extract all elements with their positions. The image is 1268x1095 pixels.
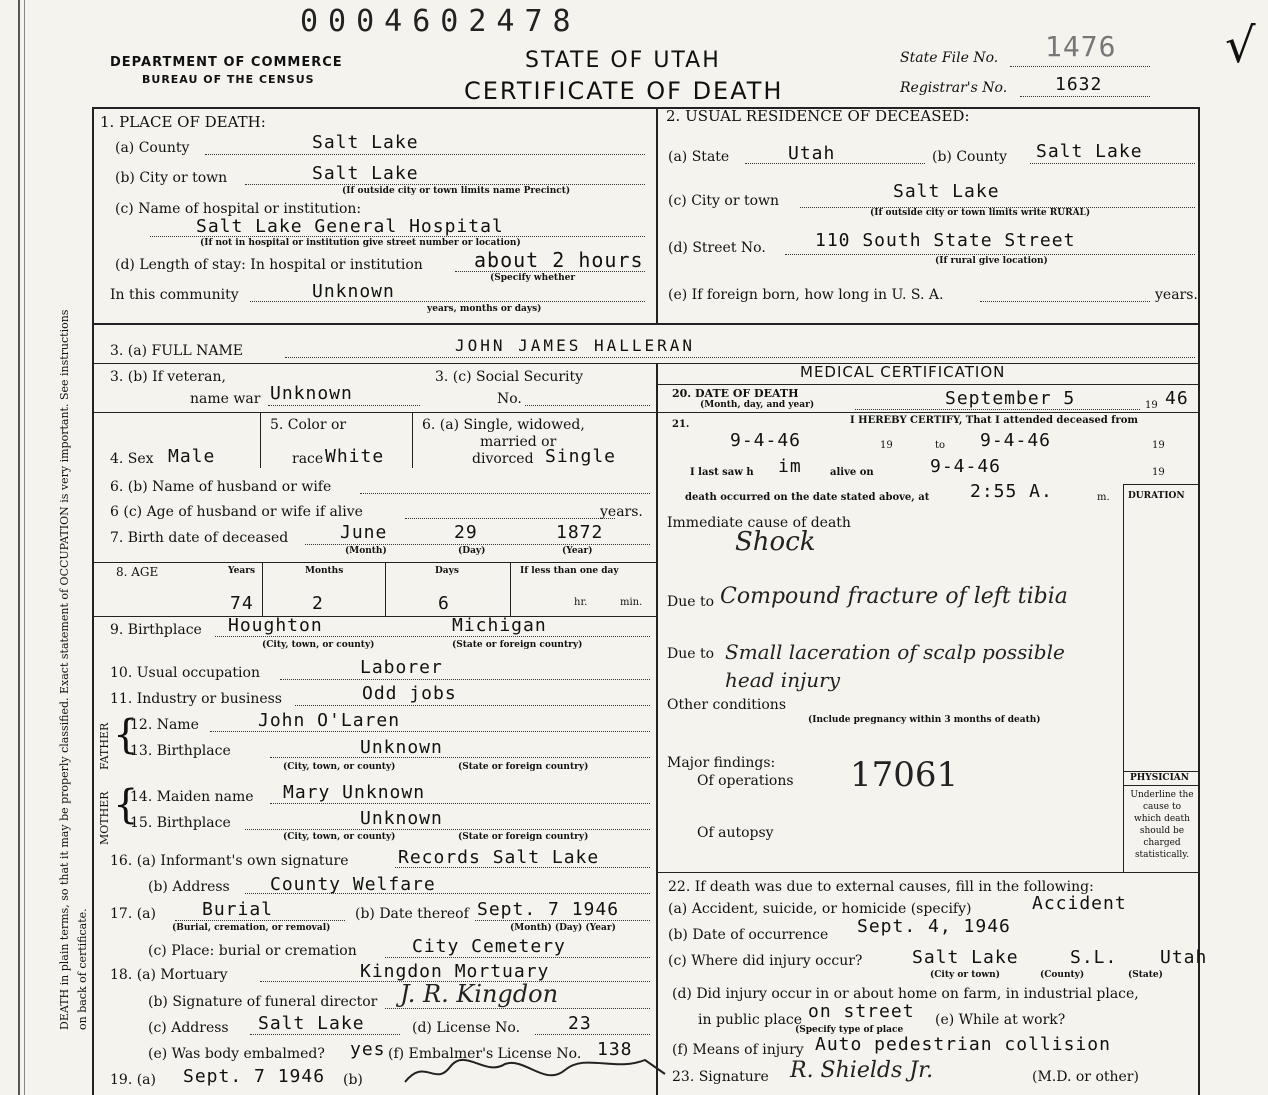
director-label: (b) Signature of funeral director <box>148 994 378 1010</box>
stay-note: (Specify whether <box>490 273 576 283</box>
certificate-title: CERTIFICATE OF DEATH <box>464 77 784 105</box>
external-e-label: (e) While at work? <box>935 1012 1066 1028</box>
filed-b-label: (b) <box>343 1072 363 1088</box>
external-c-label: (c) Where did injury occur? <box>668 953 863 969</box>
res-state-value: Utah <box>788 143 836 164</box>
res-county-label: (b) County <box>932 149 1008 165</box>
cert-to: 9-4-46 <box>980 430 1052 451</box>
spouse-age-years: years. <box>600 504 643 520</box>
father-bp-city-cap: (City, town, or county) <box>283 762 396 772</box>
race-label: race <box>292 451 324 467</box>
license-value: 23 <box>568 1013 592 1034</box>
community-label: In this community <box>110 287 239 303</box>
age-label: 8. AGE <box>116 565 159 579</box>
external-c-state: Utah <box>1160 947 1208 968</box>
burial-cap: (Burial, cremation, or removal) <box>172 923 331 933</box>
mother-bp-label: 15. Birthplace <box>130 815 231 831</box>
embalmed-value: yes <box>350 1039 386 1060</box>
birth-month: June <box>340 522 388 543</box>
department-label: DEPARTMENT OF COMMERCE <box>110 55 343 70</box>
mother-bp-value: Unknown <box>360 808 443 829</box>
registrar-value: 1632 <box>1055 74 1103 95</box>
due2-label: Due to <box>667 646 715 662</box>
external-c-county-cap: (County) <box>1040 970 1085 980</box>
occupation-label: 10. Usual occupation <box>110 665 260 681</box>
check-mark: √ <box>1225 18 1256 74</box>
external-b-label: (b) Date of occurrence <box>668 927 829 943</box>
director-signature: J. R. Kingdon <box>400 980 559 1008</box>
dod-caption: (Month, day, and year) <box>700 400 815 410</box>
mortuary-label: 18. (a) Mortuary <box>110 967 228 983</box>
age-days-cap: Days <box>435 566 459 576</box>
operations-value: 17061 <box>850 755 959 795</box>
community-note: years, months or days) <box>427 304 542 314</box>
color-label: 5. Color or <box>270 417 347 433</box>
place-of-death-header: 1. PLACE OF DEATH: <box>100 113 266 131</box>
residence-header: 2. USUAL RESIDENCE OF DECEASED: <box>666 107 970 125</box>
dod-year: 46 <box>1165 388 1189 409</box>
md-label: (M.D. or other) <box>1032 1069 1139 1085</box>
birth-month-cap: (Month) <box>345 546 387 556</box>
mother-name-label: 14. Maiden name <box>130 789 254 805</box>
res-city-value: Salt Lake <box>893 181 1000 202</box>
marital-label: 6. (a) Single, widowed, <box>422 417 585 433</box>
other-label: Other conditions <box>667 697 787 713</box>
foreign-label: (e) If foreign born, how long in U. S. A. <box>668 287 944 303</box>
registrar-label: Registrar's No. <box>900 80 1008 96</box>
state-file-value: 1476 <box>1045 30 1117 63</box>
birthplace-state-cap: (State or foreign country) <box>452 640 583 650</box>
alive-19: 19 <box>1152 467 1165 478</box>
mother-bp-city-cap: (City, town, or county) <box>283 832 396 842</box>
informant-label: 16. (a) Informant's own signature <box>110 853 349 869</box>
sex-value: Male <box>168 446 216 467</box>
external-a-label: (a) Accident, suicide, or homicide (specify) <box>668 901 972 917</box>
registrar-signature <box>395 1052 675 1092</box>
cert-to-19: 19 <box>880 440 893 451</box>
external-c-state-cap: (State) <box>1128 970 1163 980</box>
spouse-label: 6. (b) Name of husband or wife <box>110 479 332 495</box>
license-label: (d) License No. <box>412 1020 521 1036</box>
mortuary-value: Kingdon Mortuary <box>360 961 550 982</box>
due1-value: Compound fracture of left tibia <box>720 584 1068 609</box>
filed-label: 19. (a) <box>110 1072 156 1088</box>
external-d-value: on street <box>808 1001 915 1022</box>
birth-year: 1872 <box>556 522 604 543</box>
death-city-label: (b) City or town <box>115 170 228 186</box>
mortuary-addr-label: (c) Address <box>148 1020 229 1036</box>
bureau-label: BUREAU OF THE CENSUS <box>142 73 315 86</box>
death-city-value: Salt Lake <box>312 163 419 184</box>
street-label: (d) Street No. <box>668 240 766 256</box>
signature-label: 23. Signature <box>672 1069 769 1085</box>
informant-addr-value: County Welfare <box>270 874 436 895</box>
birth-day-cap: (Day) <box>458 546 486 556</box>
duration-header: DURATION <box>1128 491 1185 501</box>
mortuary-addr-value: Salt Lake <box>258 1013 365 1034</box>
age-min: min. <box>620 597 643 608</box>
veteran-label: 3. (b) If veteran, <box>110 369 226 385</box>
due2-value: Small laceration of scalp possible head injury <box>725 640 1065 692</box>
ssn-no: No. <box>497 391 522 407</box>
external-d-label-2: in public place <box>698 1012 803 1028</box>
state-file-label: State File No. <box>900 50 999 66</box>
cert-to-label: to <box>935 440 946 451</box>
last-saw-him: im <box>778 456 802 477</box>
age-months-cap: Months <box>305 566 344 576</box>
birthplace-city-cap: (City, town, or county) <box>262 640 375 650</box>
res-city-label: (c) City or town <box>668 193 780 209</box>
mother-bp-state-cap: (State or foreign country) <box>458 832 589 842</box>
external-f-value: Auto pedestrian collision <box>815 1034 1111 1055</box>
major-findings-label: Major findings: <box>667 755 776 771</box>
burial-date-value: Sept. 7 1946 <box>477 899 620 920</box>
embalmer-label: (f) Embalmer's License No. <box>388 1046 582 1062</box>
father-name-label: 12. Name <box>130 717 199 733</box>
time-value: 2:55 A. <box>970 481 1053 502</box>
dod-label: 20. DATE OF DEATH <box>672 387 799 400</box>
birth-label: 7. Birth date of deceased <box>110 530 289 546</box>
external-a-value: Accident <box>1032 893 1127 914</box>
immediate-value: Shock <box>735 527 816 557</box>
full-name-label: 3. (a) FULL NAME <box>110 343 243 359</box>
immediate-label: Immediate cause of death <box>667 515 851 531</box>
other-cap: (Include pregnancy within 3 months of death) <box>808 715 1041 725</box>
external-d-label: (d) Did injury occur in or about home on farm, in industrial place, <box>672 986 1139 1002</box>
external-header: 22. If death was due to external causes, fill in the following: <box>668 879 1094 895</box>
margin-instructions-2: on back of certificate. <box>76 908 89 1030</box>
external-b-value: Sept. 4, 1946 <box>857 916 1011 937</box>
external-c-county: S.L. <box>1070 947 1118 968</box>
birthplace-state: Michigan <box>452 615 547 636</box>
father-name-value: John O'Laren <box>258 710 401 731</box>
age-days-value: 6 <box>438 593 450 614</box>
hospital-label: (c) Name of hospital or institution: <box>115 201 362 217</box>
cert-label: I HEREBY CERTIFY, That I attended deceased from <box>850 415 1139 426</box>
street-note: (If rural give location) <box>935 256 1048 266</box>
margin-instructions: DEATH in plain terms, so that it may be properly classified. Exact statement of OCCUPATION is very important. See instructions <box>58 309 71 1030</box>
street-value: 110 South State Street <box>815 230 1076 251</box>
full-name-value: JOHN JAMES HALLERAN <box>455 336 696 355</box>
marital-label-3: divorced <box>472 451 534 467</box>
alive-label: alive on <box>830 467 874 478</box>
hospital-note: (If not in hospital or institution give street number or location) <box>200 238 521 248</box>
stay-value: about 2 hours <box>474 248 644 272</box>
birth-year-cap: (Year) <box>562 546 593 556</box>
due1-label: Due to <box>667 594 715 610</box>
occurred-label: death occurred on the date stated above, at <box>685 492 930 503</box>
age-months-value: 2 <box>312 593 324 614</box>
physician-header: PHYSICIAN <box>1130 773 1189 783</box>
operations-label: Of operations <box>697 773 794 789</box>
father-bp-label: 13. Birthplace <box>130 743 231 759</box>
ssn-label: 3. (c) Social Security <box>435 369 584 385</box>
physician-signature: R. Shields Jr. <box>790 1058 934 1083</box>
age-years-value: 74 <box>230 593 254 614</box>
informant-addr-label: (b) Address <box>148 879 230 895</box>
age-hr: hr. <box>574 597 588 608</box>
race-value: White <box>325 446 385 467</box>
birthplace-label: 9. Birthplace <box>110 622 202 638</box>
foreign-years: years. <box>1155 287 1198 303</box>
informant-value: Records Salt Lake <box>398 847 600 868</box>
burial-date-cap: (Month) (Day) (Year) <box>510 923 616 933</box>
spouse-age-label: 6 (c) Age of husband or wife if alive <box>110 504 363 520</box>
autopsy-label: Of autopsy <box>697 825 774 841</box>
certificate-number: 0004602478 <box>300 4 581 39</box>
death-city-note: (If outside city or town limits name Precinct) <box>342 186 571 196</box>
less-day-cap: If less than one day <box>520 566 619 576</box>
cert-num: 21. <box>672 419 690 430</box>
burial-place-value: City Cemetery <box>412 936 566 957</box>
father-bp-state-cap: (State or foreign country) <box>458 762 589 772</box>
time-m: m. <box>1097 492 1110 503</box>
father-bp-value: Unknown <box>360 737 443 758</box>
dod-19: 19 <box>1145 400 1158 411</box>
res-county-value: Salt Lake <box>1036 141 1143 162</box>
external-c-city-cap: (City or town) <box>930 970 1000 980</box>
birth-day: 29 <box>454 522 478 543</box>
industry-value: Odd jobs <box>362 683 457 704</box>
industry-label: 11. Industry or business <box>110 691 282 707</box>
external-f-label: (f) Means of injury <box>672 1042 804 1058</box>
mother-name-value: Mary Unknown <box>283 782 426 803</box>
physician-note: Underline the cause to which death should be charged statistically. <box>1130 790 1194 860</box>
dod-value: September 5 <box>945 388 1076 409</box>
filed-value: Sept. 7 1946 <box>183 1066 326 1087</box>
res-city-note: (If outside city or town limits write RURAL) <box>870 208 1091 218</box>
father-side-label: FATHER <box>98 722 111 770</box>
state-title: STATE OF UTAH <box>525 48 721 73</box>
stay-label: (d) Length of stay: In hospital or institution <box>115 257 423 273</box>
sex-label: 4. Sex <box>110 451 154 467</box>
alive-value: 9-4-46 <box>930 456 1002 477</box>
marital-label-2: married or <box>480 434 557 450</box>
medical-header: MEDICAL CERTIFICATION <box>800 363 1006 381</box>
embalmed-label: (e) Was body embalmed? <box>148 1046 325 1062</box>
external-c-city: Salt Lake <box>912 947 1019 968</box>
community-value: Unknown <box>312 281 395 302</box>
cert-19-b: 19 <box>1152 440 1165 451</box>
burial-label: 17. (a) <box>110 906 156 922</box>
last-saw-label: I last saw h <box>690 467 754 478</box>
burial-place-label: (c) Place: burial or cremation <box>148 943 357 959</box>
birthplace-city: Houghton <box>228 615 323 636</box>
occupation-value: Laborer <box>360 657 443 678</box>
mother-side-label: MOTHER <box>98 791 111 845</box>
res-state-label: (a) State <box>668 149 730 165</box>
embalmer-value: 138 <box>597 1039 633 1060</box>
war-value: Unknown <box>270 383 353 404</box>
death-county-value: Salt Lake <box>312 132 419 153</box>
burial-value: Burial <box>202 899 274 920</box>
hospital-value: Salt Lake General Hospital <box>196 216 504 237</box>
death-county-label: (a) County <box>115 140 190 156</box>
cert-from: 9-4-46 <box>730 430 802 451</box>
marital-value: Single <box>545 446 617 467</box>
burial-date-label: (b) Date thereof <box>355 906 469 922</box>
external-d-cap: (Specify type of place <box>795 1025 904 1035</box>
age-years-cap: Years <box>228 566 256 576</box>
war-label: name war <box>190 391 261 407</box>
